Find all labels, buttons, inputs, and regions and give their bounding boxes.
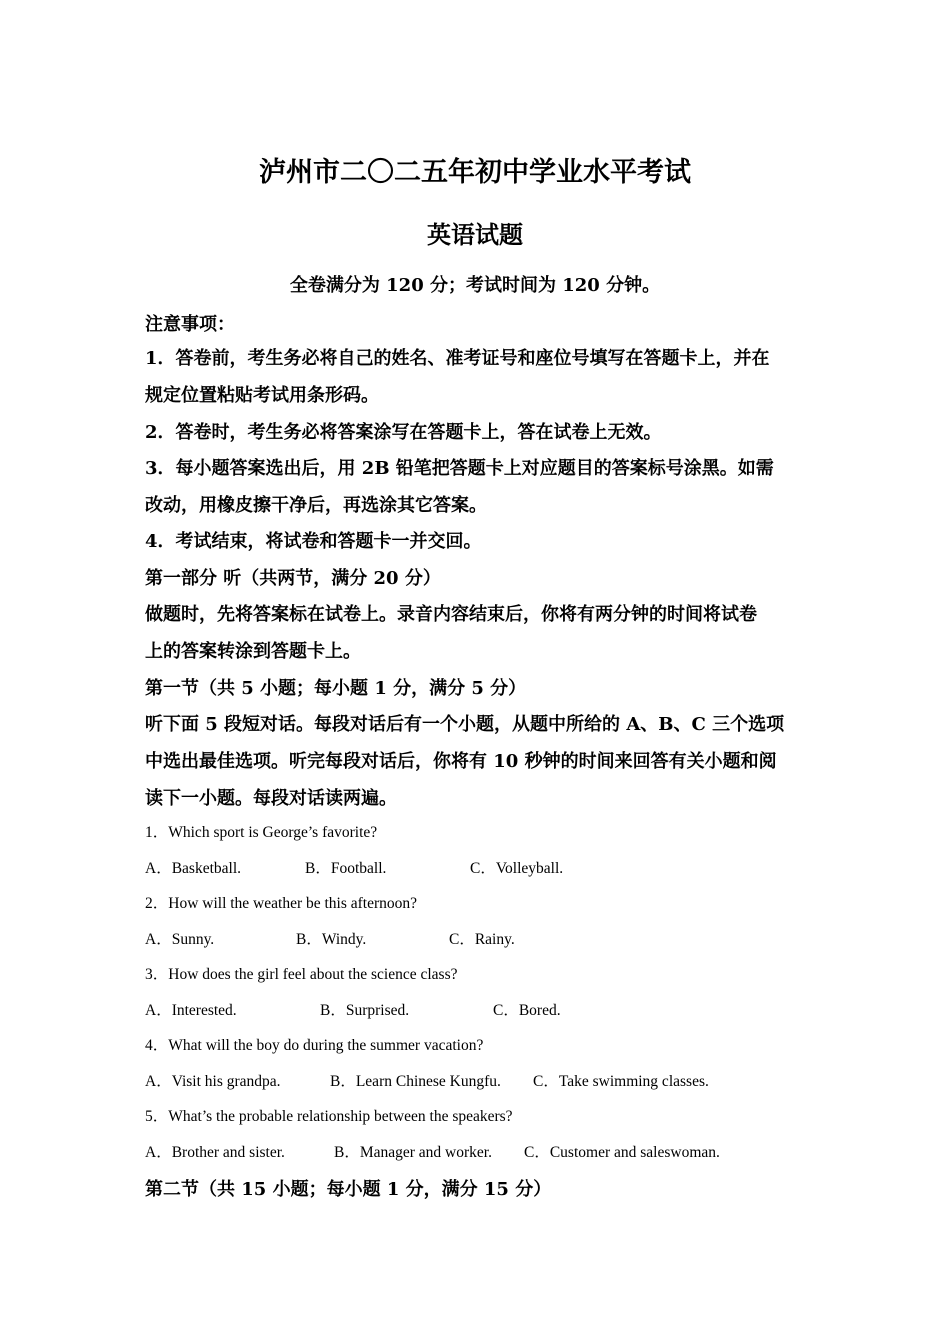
option-a: A．Visit his grandpa. xyxy=(145,1073,281,1090)
option-b: B．Learn Chinese Kungfu. xyxy=(330,1073,501,1090)
notes-line: 规定位置粘贴考试用条形码。 xyxy=(145,385,379,406)
part1-instruction: 做题时，先将答案标在试卷上。录音内容结束后，你将有两分钟的时间将试卷 xyxy=(145,604,757,625)
notes-line: 1．答卷前，考生务必将自己的姓名、准考证号和座位号填写在答题卡上，并在 xyxy=(145,348,770,369)
notes-line: 2．答卷时，考生务必将答案涂写在答题卡上，答在试卷上无效。 xyxy=(145,422,662,443)
option-c: C．Customer and saleswoman. xyxy=(524,1144,720,1161)
question-text: 1．Which sport is George’s favorite? xyxy=(145,824,378,841)
option-a: A．Brother and sister. xyxy=(145,1144,285,1161)
notes-line: 3．每小题答案选出后，用 2B 铅笔把答题卡上对应题目的答案标号涂黑。如需 xyxy=(145,458,774,479)
section2-heading: 第二节（共 15 小题；每小题 1 分，满分 15 分） xyxy=(145,1179,552,1200)
part1-instruction: 上的答案转涂到答题卡上。 xyxy=(145,641,361,662)
option-a: A．Sunny. xyxy=(145,931,215,948)
question-text: 4．What will the boy do during the summer vacation? xyxy=(145,1037,484,1054)
option-c: C．Volleyball. xyxy=(470,860,564,877)
notes-heading: 注意事项： xyxy=(145,314,235,335)
section1-instruction: 读下一小题。每段对话读两遍。 xyxy=(145,788,397,809)
exam-title: 泸州市二〇二五年初中学业水平考试 xyxy=(259,157,691,188)
option-c: C．Bored. xyxy=(493,1002,561,1019)
notes-line: 4．考试结束，将试卷和答题卡一并交回。 xyxy=(145,531,482,552)
option-a: A．Basketball. xyxy=(145,860,241,877)
option-c: C．Take swimming classes. xyxy=(533,1073,709,1090)
section1-instruction: 听下面 5 段短对话。每段对话后有一个小题，从题中所给的 A、B、C 三个选项 xyxy=(145,714,785,735)
exam-info: 全卷满分为 120 分；考试时间为 120 分钟。 xyxy=(289,275,661,296)
option-b: B．Windy. xyxy=(296,931,367,948)
section1-instruction: 中选出最佳选项。听完每段对话后，你将有 10 秒钟的时间来回答有关小题和阅 xyxy=(145,751,777,772)
question-text: 5．What’s the probable relationship between the speakers? xyxy=(145,1108,513,1125)
part1-heading: 第一部分 听（共两节，满分 20 分） xyxy=(145,568,441,589)
option-b: B．Surprised. xyxy=(320,1002,410,1019)
option-b: B．Manager and worker. xyxy=(334,1144,492,1161)
option-a: A．Interested. xyxy=(145,1002,237,1019)
question-text: 3．How does the girl feel about the science class? xyxy=(145,966,458,983)
option-b: B．Football. xyxy=(305,860,387,877)
notes-line: 改动，用橡皮擦干净后，再选涂其它答案。 xyxy=(145,495,487,516)
question-text: 2．How will the weather be this afternoon? xyxy=(145,895,418,912)
option-c: C．Rainy. xyxy=(449,931,515,948)
section1-heading: 第一节（共 5 小题；每小题 1 分，满分 5 分） xyxy=(145,678,527,699)
exam-subject: 英语试题 xyxy=(427,220,523,249)
